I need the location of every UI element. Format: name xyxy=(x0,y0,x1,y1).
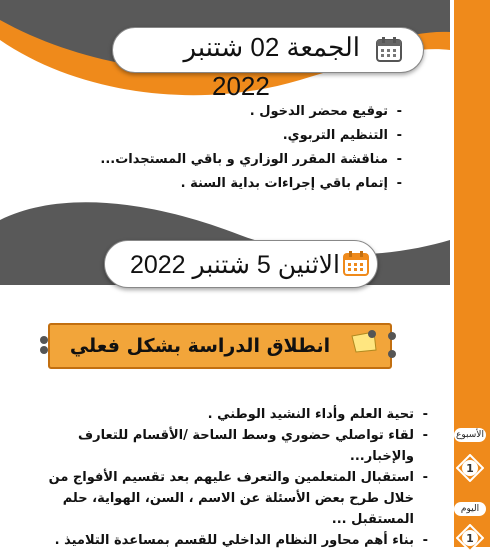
week-number: 1 xyxy=(466,462,474,475)
list-item: - التنظيم التربوي. xyxy=(100,124,402,148)
section2-list xyxy=(33,404,428,551)
section1-list xyxy=(100,100,402,196)
calendar-icon xyxy=(343,250,369,276)
week-number-badge xyxy=(456,454,484,482)
bow-right-icon xyxy=(384,330,400,360)
day-number-badge xyxy=(456,524,484,552)
section1-date-line1: الجمعة 02 شتنبر xyxy=(183,32,360,62)
day-number: 1 xyxy=(466,532,474,545)
list-item: - بناء أهم محاور النظام الداخلي للقسم بمساعدة التلاميذ . xyxy=(33,530,428,551)
pin-icon xyxy=(350,328,380,356)
calendar-icon xyxy=(376,36,402,62)
list-item: - مناقشة المقرر الوزاري و باقي المستجدات... xyxy=(100,148,402,172)
list-item: - استقبال المتعلمين والتعرف عليهم بعد تقسيم الأفواج من خلال طرح بعض الأسئلة عن الاسم ، السن، الهواية، حلم المستقبل ... xyxy=(33,467,428,530)
list-item: - توقيع محضر الدخول . xyxy=(100,100,402,124)
day-label: اليوم xyxy=(454,502,486,516)
section1-date-line2: 2022 xyxy=(212,71,270,101)
bow-left-icon xyxy=(36,335,52,355)
section2-date: الاثنين 5 شتنبر 2022 xyxy=(129,251,340,279)
banner-text: انطلاق الدراسة بشكل فعلي xyxy=(69,335,331,357)
list-item: - إتمام باقي إجراءات بداية السنة . xyxy=(100,172,402,196)
start-banner xyxy=(48,323,392,369)
week-label: الأسبوع xyxy=(454,428,486,442)
list-item: - لقاء تواصلي حضوري وسط الساحة /الأقسام للتعارف والإخبار... xyxy=(33,425,428,467)
list-item: - تحية العلم وأداء النشيد الوطني . xyxy=(33,404,428,425)
